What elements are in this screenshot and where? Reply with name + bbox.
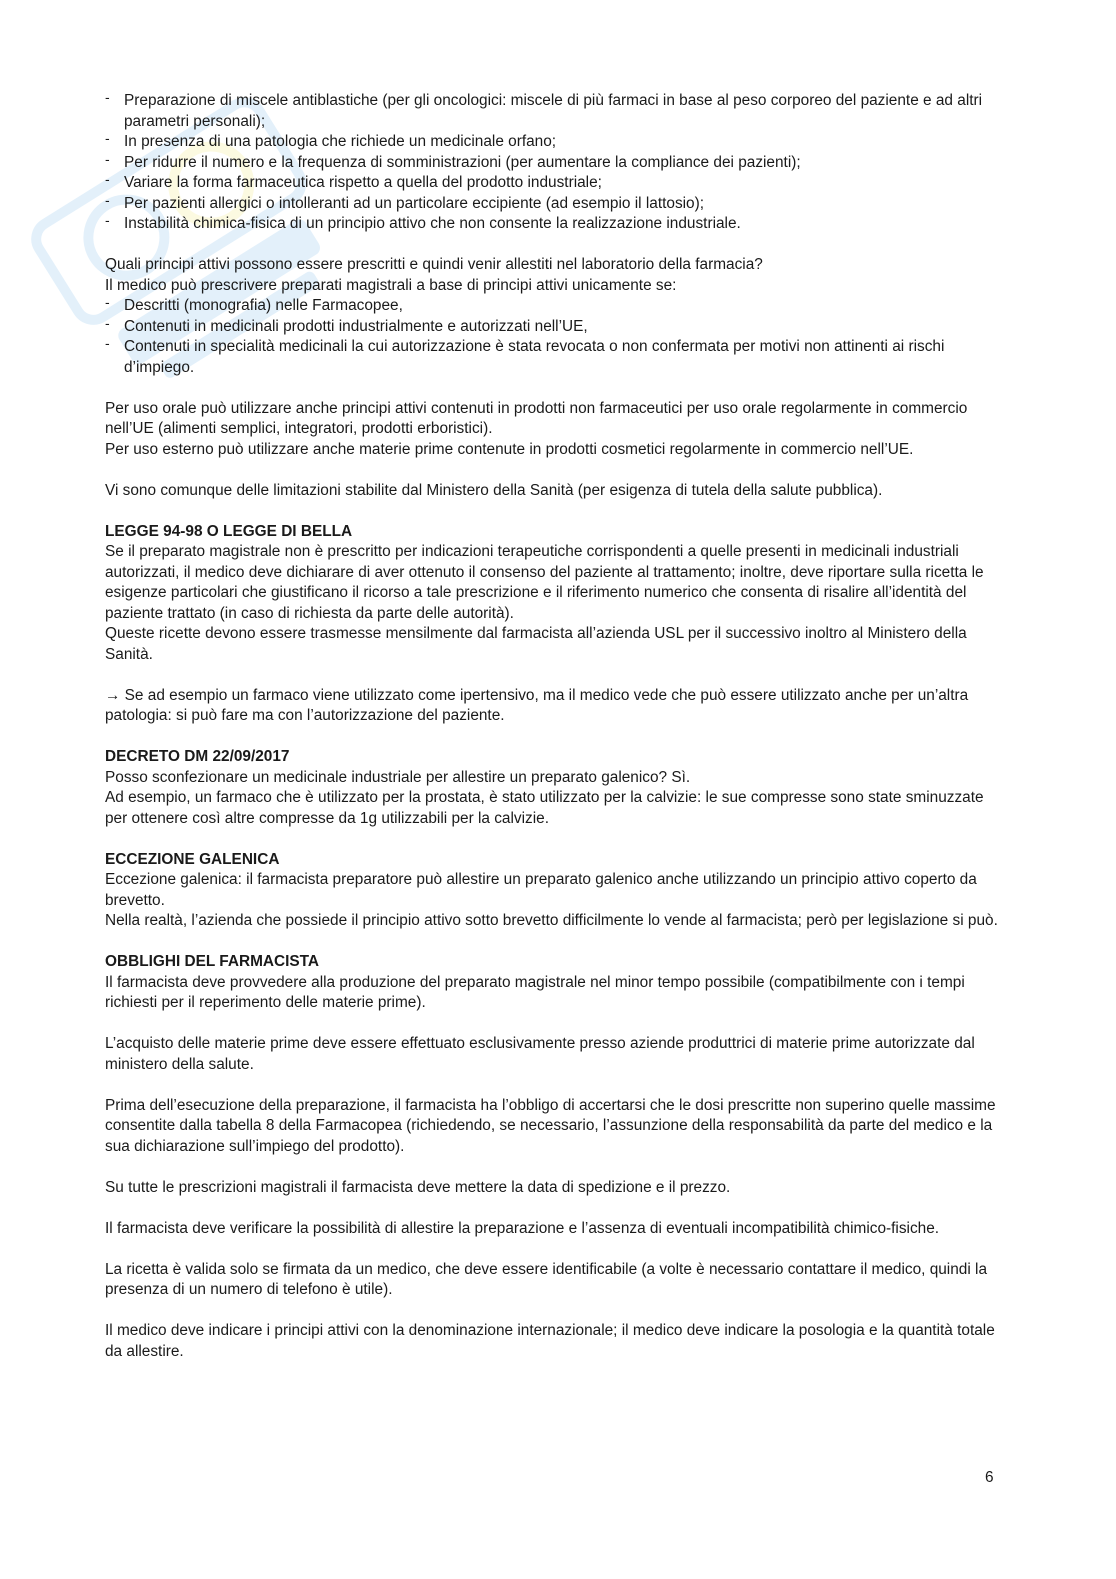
- list-item: - Per pazienti allergici o intolleranti ad un particolare eccipiente (ad esempio il lattosio);: [105, 194, 1005, 215]
- list-item: - Contenuti in specialità medicinali la cui autorizzazione è stata revocata o non confermata per motivi non attinenti ai rischi d’impiego.: [105, 337, 1005, 378]
- section-heading-eccezione: ECCEZIONE GALENICA: [105, 850, 280, 868]
- paragraph: Il farmacista deve provvedere alla produzione del preparato magistrale nel minor tempo possibile (compatibilmente con i tempi richiesti per il reperimento delle materie prime).: [105, 973, 965, 1011]
- list-item: - In presenza di una patologia che richiede un medicinale orfano;: [105, 132, 1005, 153]
- page-number: 6: [985, 1469, 994, 1486]
- paragraph: Su tutte le prescrizioni magistrali il farmacista deve mettere la data di spedizione e il prezzo.: [105, 1178, 731, 1196]
- list-item: - Instabilità chimica-fisica di un principio attivo che non consente la realizzazione industriale.: [105, 214, 1005, 235]
- paragraph: Se il preparato magistrale non è prescritto per indicazioni terapeutiche corrispondenti a quelle presenti in medicinali industriali autorizzati, il medico deve dichiarare di aver ottenuto il consenso del paziente al trattamento; inoltre, deve riportare sulla ricetta le esigenze particolari che giustificano il ricorso a tale prescrizione e il riferimento numerico che consenta di risalire all’identità del paziente trattato (in caso di richiesta da parte delle autorità).: [105, 543, 984, 622]
- paragraph: Ad esempio, un farmaco che è utilizzato per la prostata, è stato utilizzato per la calvizie: le sue compresse sono state sminuzzate per ottenere così altre compresse da 1g utilizzabili per la calvizie.: [105, 789, 984, 827]
- section-heading-legge: LEGGE 94-98 O LEGGE DI BELLA: [105, 522, 353, 540]
- paragraph: Nella realtà, l’azienda che possiede il principio attivo sotto brevetto difficilmente lo vende al farmacista; però per legislazione si può.: [105, 912, 998, 929]
- active-principles-list: [105, 296, 1005, 378]
- paragraph: Eccezione galenica: il farmacista preparatore può allestire un preparato galenico anche utilizzando un principio attivo coperto da brevetto.: [105, 871, 977, 909]
- paragraph: Prima dell’esecuzione della preparazione, il farmacista ha l’obbligo di accertarsi che le dosi prescritte non superino quelle massime consentite dalla tabella 8 della Farmacopea (richiedendo, se necessario, l’assunzione della responsabilità da parte del medico e la sua dichiarazione sull’impiego del prodotto).: [105, 1096, 996, 1155]
- section-heading-obblighi: OBBLIGHI DEL FARMACISTA: [105, 953, 320, 970]
- paragraph: Il farmacista deve verificare la possibilità di allestire la preparazione e l’assenza di eventuali incompatibilità chimico-fisiche.: [105, 1219, 940, 1237]
- list-item: - Descritti (monografia) nelle Farmacopee,: [105, 296, 1005, 317]
- list-item: - Variare la forma farmaceutica rispetto a quella del prodotto industriale;: [105, 173, 1005, 194]
- document-body: [105, 91, 1005, 1362]
- paragraph: Posso sconfezionare un medicinale industriale per allestire un preparato galenico? Sì.: [105, 768, 691, 786]
- paragraph: Il medico deve indicare i principi attivi con la denominazione internazionale; il medico deve indicare la posologia e la quantità totale da allestire.: [105, 1322, 995, 1360]
- oral-use-paragraph: Per uso orale può utilizzare anche principi attivi contenuti in prodotti non farmaceutici per uso orale regolarmente in commercio nell’UE (alimenti semplici, integratori, prodotti erboristici).: [105, 399, 968, 437]
- external-use-paragraph: Per uso esterno può utilizzare anche materie prime contenute in prodotti cosmetici regolarmente in commercio nell’UE.: [105, 440, 914, 458]
- paragraph: L’acquisto delle materie prime deve essere effettuato esclusivamente presso aziende produttrici di materie prime autorizzate dal ministero della salute.: [105, 1035, 975, 1073]
- list-item: - Contenuti in medicinali prodotti industrialmente e autorizzati nell’UE,: [105, 317, 1005, 338]
- intro-paragraph: Il medico può prescrivere preparati magistrali a base di principi attivi unicamente se:: [105, 276, 677, 294]
- list-item: - Preparazione di miscele antiblastiche (per gli oncologici: miscele di più farmaci in base al peso corporeo del paziente e ad altri parametri personali);: [105, 91, 1005, 132]
- paragraph: Queste ricette devono essere trasmesse mensilmente dal farmacista all’azienda USL per il successivo inoltro al Ministero della Sanità.: [105, 625, 967, 663]
- limitations-paragraph: Vi sono comunque delle limitazioni stabilite dal Ministero della Sanità (per esigenza di tutela della salute pubblica).: [105, 481, 883, 499]
- question-paragraph: Quali principi attivi possono essere prescritti e quindi venir allestiti nel laboratorio della farmacia?: [105, 256, 763, 273]
- paragraph: La ricetta è valida solo se firmata da un medico, che deve essere identificabile (a volte è necessario contattare il medico, quindi la presenza di un numero di telefono è utile).: [105, 1260, 988, 1298]
- list-item: - Per ridurre il numero e la frequenza di somministrazioni (per aumentare la compliance dei pazienti);: [105, 153, 1005, 174]
- arrow-note-paragraph: → Se ad esempio un farmaco viene utilizzato come ipertensivo, ma il medico vede che può essere utilizzato anche per un’altra patologia: si può fare ma con l’autorizzazione del paziente.: [105, 686, 969, 724]
- section-heading-decreto: DECRETO DM 22/09/2017: [105, 748, 290, 765]
- indications-list: [105, 91, 1005, 235]
